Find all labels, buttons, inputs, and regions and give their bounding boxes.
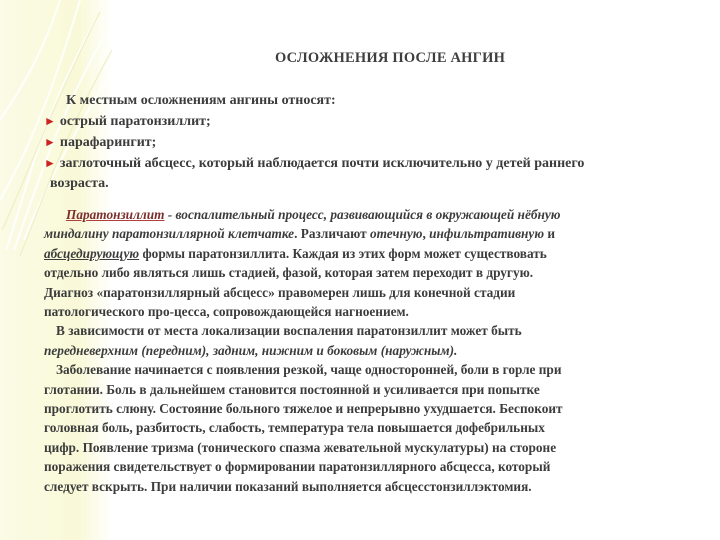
list-item: ► парафарингит; [44, 135, 157, 150]
paragraph-line: патологического про-цесса, сопровождающейся нагноением. [44, 304, 409, 320]
paragraph-line: следует вскрыть. При наличии показаний выполняется абсцесстонзиллэктомия. [44, 478, 532, 494]
paragraph-line: поражения свидетельствует о формировании паратонзиллярного абсцесса, который [44, 459, 551, 475]
bullet-arrow-icon: ► [44, 114, 56, 128]
paragraph-line: абсцедирующую формы паратонзиллита. Каждая из этих форм может существовать [44, 245, 547, 261]
paragraph-line: передневерхним (передним), задним, нижним и боковым (наружным). [44, 342, 458, 358]
paragraph-line: Диагноз «паратонзиллярный абсцесс» правомерен лишь для конечной стадии [44, 284, 516, 300]
paragraph-line: Паратонзиллит - воспалительный процесс, развивающийся в окружающей нёбную [66, 207, 561, 222]
paragraph-line: проглотить слюну. Состояние больного тяжелое и непрерывно ухудшается. Беспокоит [44, 401, 563, 417]
paragraph-line: Заболевание начинается с появления резкой, чаще односторонней, боли в горле при [56, 362, 562, 378]
bullet-arrow-icon: ► [44, 156, 56, 170]
paragraph-line: глотании. Боль в дальнейшем становится постоянной и усиливается при попытке [44, 381, 540, 397]
paragraph-line: миндалину паратонзиллярной клетчатке. Различают отечную, инфильтративную и [44, 226, 556, 242]
paragraph-line: головная боль, разбитость, слабость, температура тела повышается дофебрильных [44, 420, 545, 436]
bullet-arrow-icon: ► [44, 135, 56, 149]
paragraph-line: отдельно либо являться лишь стадией, фазой, которая затем переходит в другую. [44, 265, 534, 281]
body-text [44, 205, 704, 496]
paragraph-line: В зависимости от места локализации воспаления паратонзиллит может быть [56, 323, 522, 339]
intro-lead: К местным осложнениям ангины относят: [66, 93, 336, 108]
paragraph-line: цифр. Появление тризма (тонического спазма жевательной мускулатуры) на стороне [44, 439, 557, 455]
list-item: ► острый паратонзиллит; [44, 114, 211, 129]
slide-title: ОСЛОЖНЕНИЯ ПОСЛЕ АНГИН [274, 50, 506, 66]
list-item-continuation: возраста. [50, 176, 109, 191]
term-paratonsillitis: Паратонзиллит [66, 207, 165, 222]
list-item: ► заглоточный абсцесс, который наблюдается почти исключительно у детей раннего [44, 156, 585, 171]
intro-block [44, 91, 694, 194]
